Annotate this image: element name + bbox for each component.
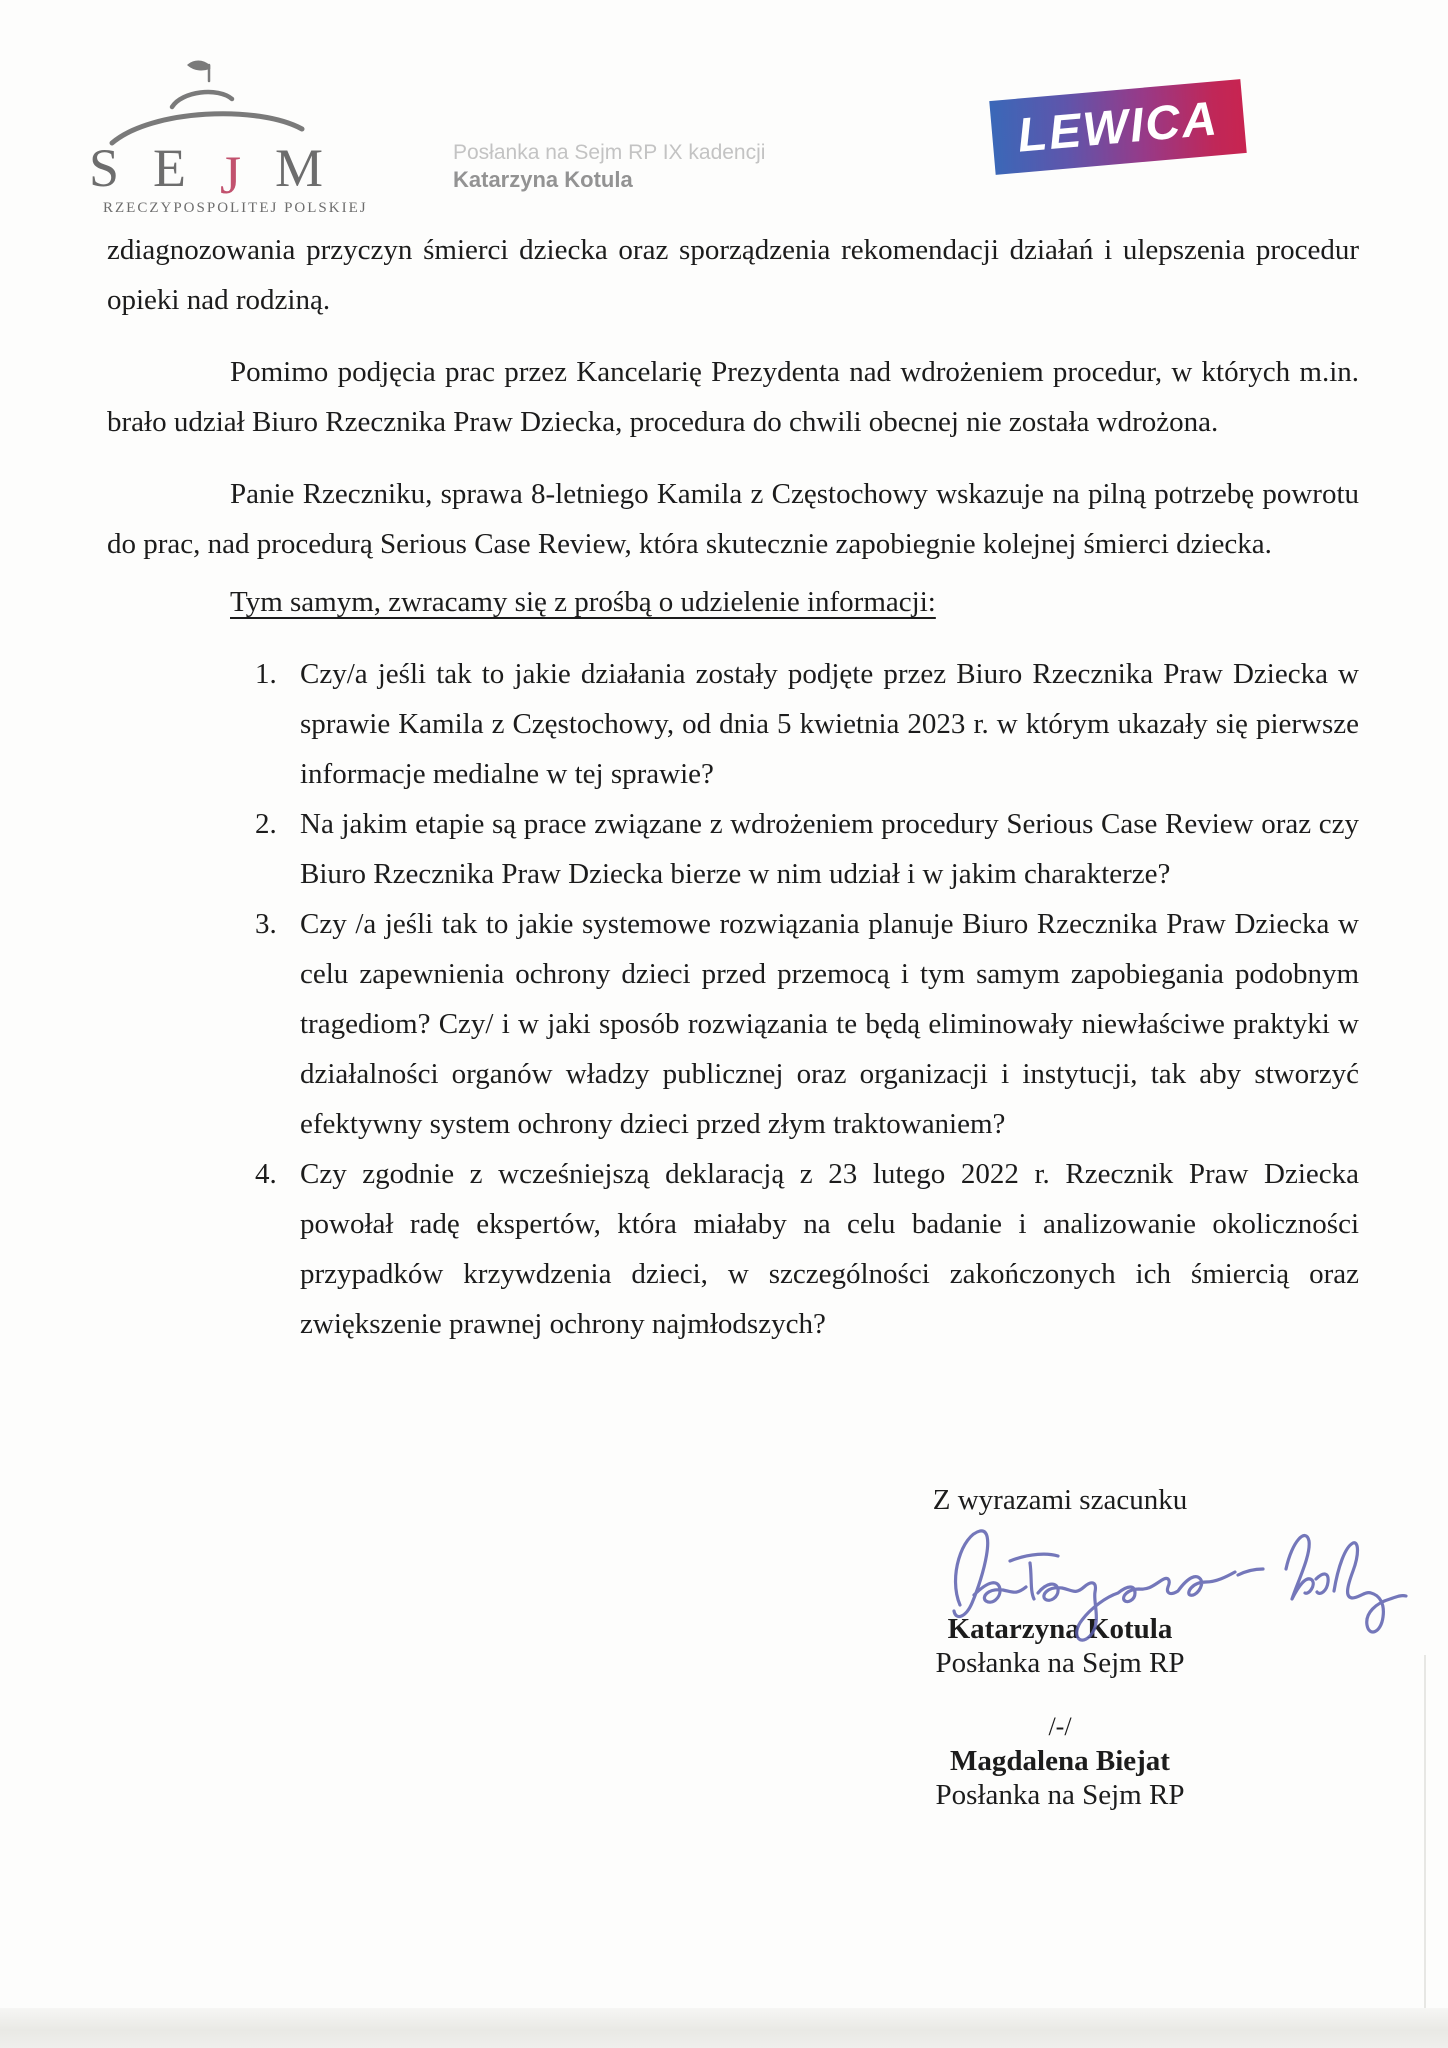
deputy-name: Katarzyna Kotula	[453, 167, 633, 192]
letter-body	[107, 225, 1359, 1349]
deputy-role: Posłanka na Sejm RP IX kadencji	[453, 141, 766, 164]
scan-edge-artifact	[1424, 1655, 1426, 2015]
sejm-letter: S	[88, 138, 120, 198]
question-number: 3.	[255, 908, 277, 940]
question-text: Czy /a jeśli tak to jakie systemowe rozwiązania planuje Biuro Rzecznika Praw Dziecka w celu zapewnienia ochrony dzieci przed przemocą i tym samym zapobiegania podobnym tragediom? Czy/ i w jaki sposób rozwiązania te będą eliminowały niewłaściwe praktyki w działalności organów władzy publicznej oraz organizacji i instytucji, tak aby stworzyć efektywny system ochrony dzieci przed złym traktowaniem?	[300, 908, 1359, 1140]
question-text: Czy zgodnie z wcześniejszą deklaracją z 23 lutego 2022 r. Rzecznik Praw Dziecka powołał radę ekspertów, która miałaby na celu badanie i analizowanie okoliczności przypadków krzywdzenia dzieci, w szczególności zakończonych ich śmiercią oraz zwiększenie prawnej ochrony najmłodszych?	[300, 1158, 1359, 1340]
signatory-title-2: Posłanka na Sejm RP	[935, 1779, 1185, 1811]
question-number: 1.	[255, 658, 277, 690]
sejm-letter: M	[275, 138, 324, 198]
question-number: 4.	[255, 1158, 277, 1190]
page-edge-shadow	[0, 2008, 1448, 2048]
lewica-wordmark: LEWICA	[1015, 91, 1221, 163]
paragraph: zdiagnozowania przyczyn śmierci dziecka oraz sporządzenia rekomendacji działań i ulepszenia procedur opieki nad rodziną.	[107, 234, 1359, 316]
question-text: Na jakim etapie są prace związane z wdrożeniem procedury Serious Case Review oraz czy Biuro Rzecznika Praw Dziecka bierze w nim udział i w jakim charakterze?	[300, 808, 1359, 890]
sejm-dome-icon	[106, 55, 306, 150]
lewica-logo	[989, 79, 1246, 175]
paragraph: Panie Rzeczniku, sprawa 8-letniego Kamila z Częstochowy wskazuje na pilną potrzebę powrotu do prac, nad procedurą Serious Case Review, która skutecznie zapobiegnie kolejnej śmierci dziecka.	[107, 478, 1359, 560]
request-heading-text: Tym samym, zwracamy się z prośbą o udzielenie informacji:	[230, 586, 936, 618]
question-item	[107, 899, 1359, 1149]
sejm-subtitle: RZECZYPOSPOLITEJ POLSKIEJ	[103, 200, 368, 216]
question-item	[107, 649, 1359, 799]
sejm-logo	[88, 55, 368, 217]
questions-list	[107, 649, 1359, 1349]
paragraph: Pomimo podjęcia prac przez Kancelarię Prezydenta nad wdrożeniem procedur, w których m.in. brało udział Biuro Rzecznika Praw Dziecka, procedura do chwili obecnej nie została wdrożona.	[107, 356, 1359, 438]
sejm-letter: E	[153, 138, 187, 198]
question-item	[107, 1149, 1359, 1349]
signatory-name-2: Magdalena Biejat	[950, 1745, 1170, 1777]
request-heading	[107, 577, 1359, 627]
signatory-title-1: Posłanka na Sejm RP	[935, 1647, 1185, 1679]
question-number: 2.	[255, 808, 277, 840]
sejm-wordmark	[88, 138, 324, 205]
signed-mark: /-/	[1048, 1712, 1072, 1741]
salutation: Z wyrazami szacunku	[932, 1484, 1188, 1516]
closing-block	[880, 1483, 1240, 1812]
signatory-name-1: Katarzyna Kotula	[947, 1613, 1173, 1645]
question-item	[107, 799, 1359, 899]
sejm-letter-j: J	[220, 145, 242, 205]
question-text: Czy/a jeśli tak to jakie działania zostały podjęte przez Biuro Rzecznika Praw Dziecka w sprawie Kamila z Częstochowy, od dnia 5 kwietnia 2023 r. w którym ukazały się pierwsze informacje medialne w tej sprawie?	[300, 658, 1359, 790]
deputy-info	[453, 140, 765, 194]
